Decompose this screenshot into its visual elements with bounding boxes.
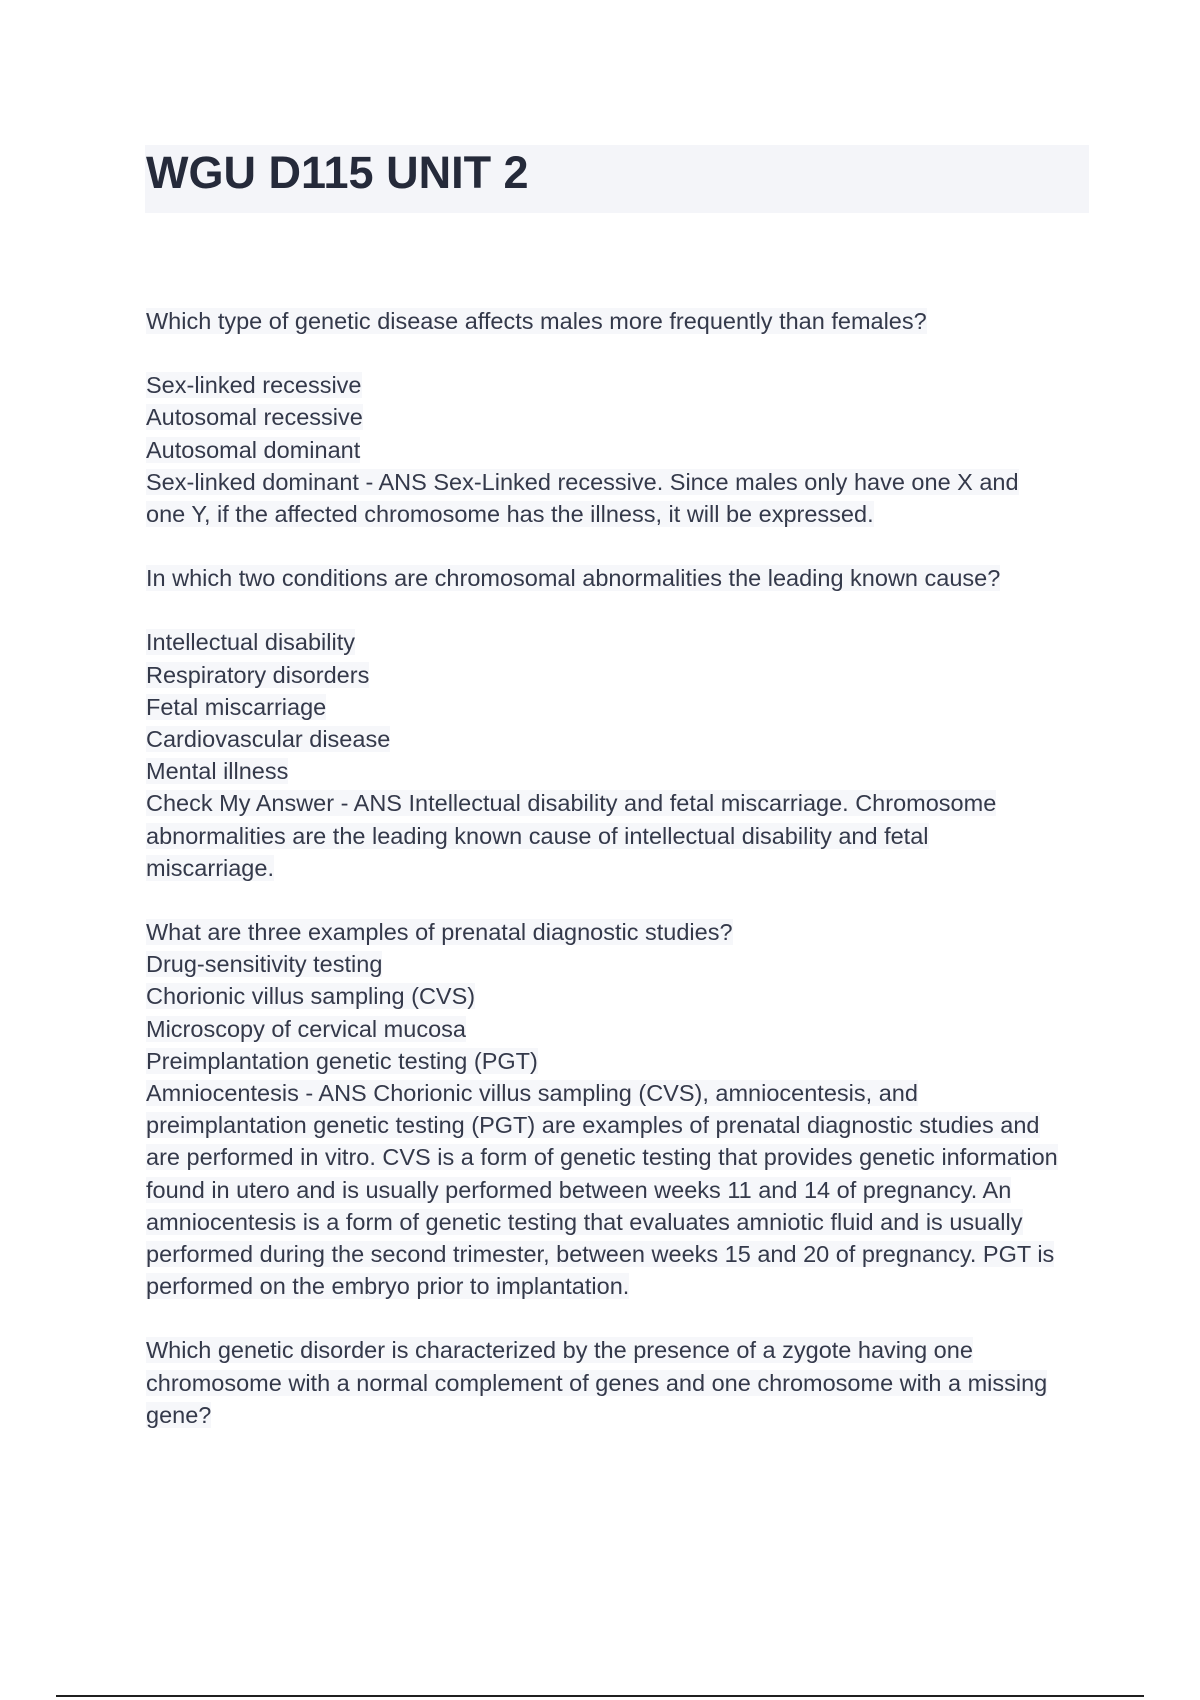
qa-item-4 [146,1334,1091,1431]
qa-1-options-answer [146,369,1091,530]
option-line: Mental illness [146,758,289,785]
qa-2-options-answer [146,626,1091,884]
page-title: WGU D115 UNIT 2 [146,147,529,198]
paragraph-gap [146,337,1091,369]
option-line: Autosomal dominant [146,436,361,463]
question-line: gene? [146,1401,212,1428]
answer-line: one Y, if the affected chromosome has the illness, it will be expressed. [146,501,874,528]
option-line: Chorionic villus sampling (CVS) [146,983,476,1010]
option-line: Cardiovascular disease [146,726,391,753]
option-line: Drug-sensitivity testing [146,951,383,978]
answer-line: performed on the embryo prior to implantation. [146,1273,630,1300]
paragraph-gap [146,594,1091,626]
answer-line: miscarriage. [146,854,274,881]
option-line: Fetal miscarriage [146,693,327,720]
answer-line: abnormalities are the leading known cause of intellectual disability and fetal [146,822,929,849]
answer-line: are performed in vitro. CVS is a form of genetic testing that provides genetic information [146,1144,1058,1171]
question-line: Which genetic disorder is characterized by the presence of a zygote having one [146,1337,973,1364]
question-line: chromosome with a normal complement of genes and one chromosome with a missing [146,1369,1048,1396]
qa-item-3 [146,916,1091,1302]
answer-line: amniocentesis is a form of genetic testing that evaluates amniotic fluid and is usually [146,1208,1023,1235]
option-line: Sex-linked recessive [146,372,362,399]
question-line: What are three examples of prenatal diagnostic studies? [146,919,733,946]
answer-line: Amniocentesis - ANS Chorionic villus sampling (CVS), amniocentesis, and [146,1080,918,1107]
qa-2-question [146,562,1091,594]
qa-item-2 [146,562,1091,884]
text-line: In which two conditions are chromosomal abnormalities the leading known cause? [146,565,1001,592]
option-line: Autosomal recessive [146,404,363,431]
answer-line: preimplantation genetic testing (PGT) are examples of prenatal diagnostic studies and [146,1112,1040,1139]
qa-3-question-options-answer [146,916,1091,1302]
document-body [146,305,1091,1431]
option-line: Respiratory disorders [146,661,370,688]
answer-line: Check My Answer - ANS Intellectual disability and fetal miscarriage. Chromosome [146,790,997,817]
option-line: Microscopy of cervical mucosa [146,1015,466,1042]
qa-4-question [146,1334,1091,1431]
option-line: Intellectual disability [146,629,355,656]
qa-1-question [146,305,1091,337]
answer-line: found in utero and is usually performed between weeks 11 and 14 of pregnancy. An [146,1176,1012,1203]
answer-line: Sex-linked dominant - ANS Sex-Linked recessive. Since males only have one X and [146,468,1019,495]
footer-divider [56,1695,1144,1697]
option-line: Preimplantation genetic testing (PGT) [146,1047,538,1074]
text-line: Which type of genetic disease affects males more frequently than females? [146,308,927,334]
qa-item-1 [146,305,1091,530]
answer-line: performed during the second trimester, between weeks 15 and 20 of pregnancy. PGT is [146,1241,1055,1268]
